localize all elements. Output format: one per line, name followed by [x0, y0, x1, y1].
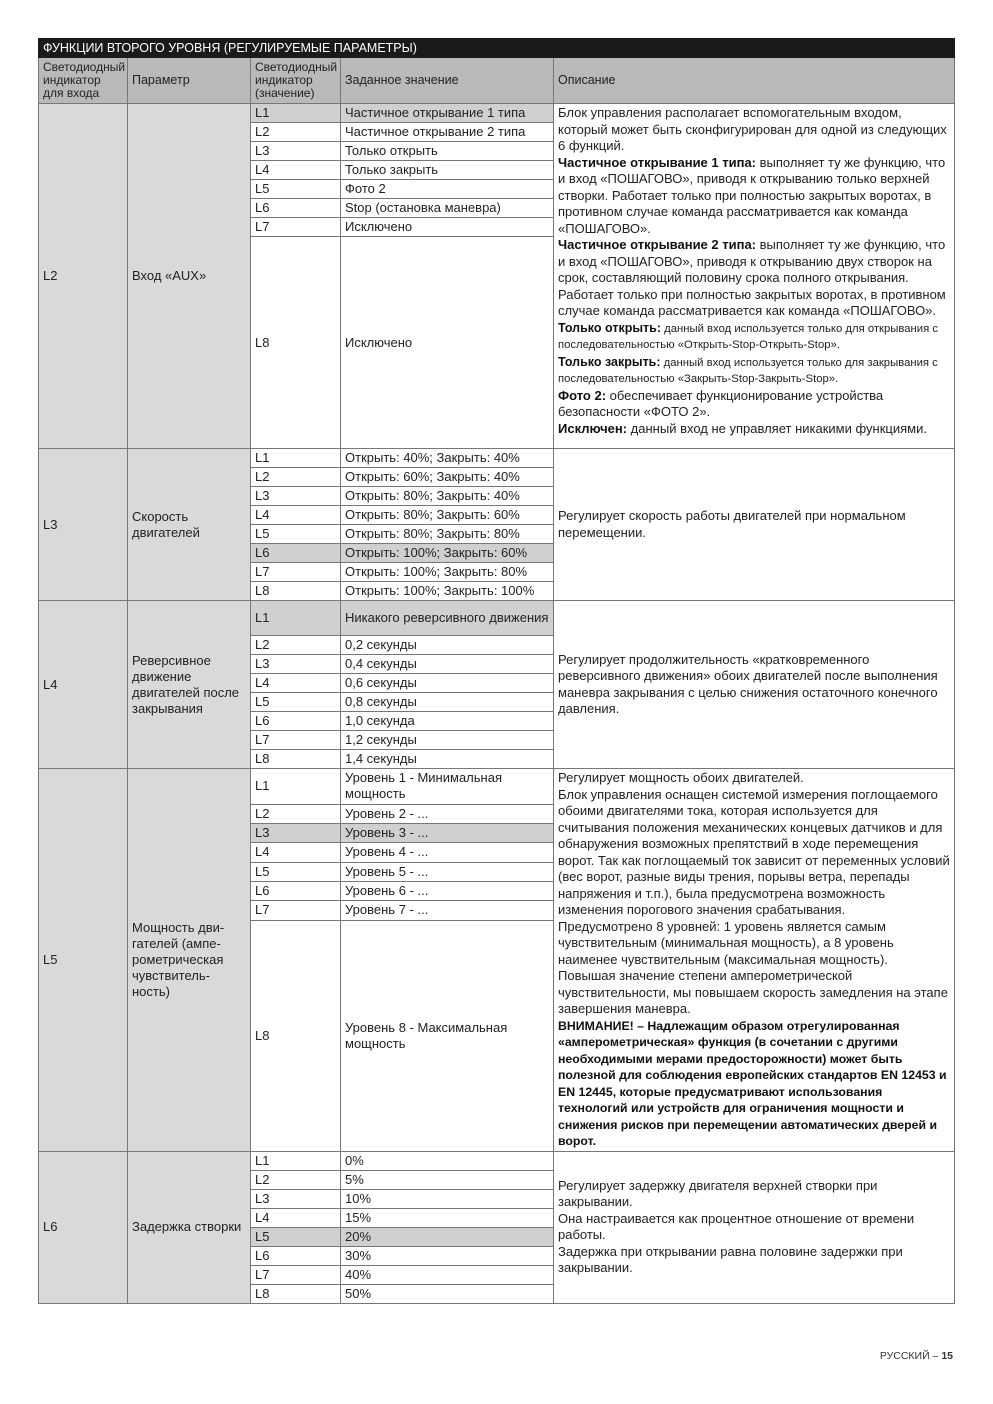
parameters-table: [38, 38, 955, 1304]
description-paragraph: [558, 770, 950, 787]
set-value: Открыть: 80%; Закрыть: 80%: [341, 525, 554, 544]
set-value: 5%: [341, 1170, 554, 1189]
set-value: Частичное открывание 1 типа: [341, 104, 554, 123]
section-parameter: Скорость двигателей: [128, 449, 251, 601]
set-value: Открыть: 40%; Закрыть: 40%: [341, 449, 554, 468]
description-term: Только закрыть:: [558, 354, 661, 369]
value-led: L4: [251, 674, 341, 693]
description-text: Предусмотрено 8 уровней: 1 уровень является самым чувствительным (минимальная мощность), а 8 уровень наименее чувствительным (максимальная мощность).: [558, 918, 894, 967]
description-text: выполняет ту же функцию, что и вход «ПОШАГОВО», приводя к открыванию только верхней створки. Работает только при полностью закрытых воротах, в противном случае команда рассматривается как команда «ПОШАГОВО».: [558, 154, 946, 236]
description-paragraph: [558, 155, 950, 238]
value-led: L1: [251, 601, 341, 636]
description-text: Регулирует продолжительность «кратковременного реверсивного движения» обоих двигателей после выполнения маневра закрывания с целью снижения остаточного конечного давления.: [558, 651, 938, 716]
description-text: обеспечивает функционирование устройства безопасности «ФОТО 2».: [558, 387, 884, 419]
value-led: L5: [251, 180, 341, 199]
value-led: L4: [251, 161, 341, 180]
set-value: 20%: [341, 1227, 554, 1246]
set-value: Только открыть: [341, 142, 554, 161]
section-description: [554, 1151, 955, 1303]
value-led: L8: [251, 582, 341, 601]
description-text: Задержка при открывании равна половине задержки при закрывании.: [558, 1243, 903, 1275]
warning-text: ВНИМАНИЕ! – Надлежащим образом отрегулированная «амперометрическая» функция (в сочетании с другими необходимыми мерами предосторожности) может быть полезной для соблюдения европейских стандартов EN 12453 и EN 12445, которые предусматривают использования технологий или устройств для ограничения мощности и снижения рисков при перемещении автоматических дверей и ворот.: [558, 1018, 947, 1148]
set-value: Уровень 7 - ...: [341, 901, 554, 920]
set-value: 0%: [341, 1151, 554, 1170]
parameters-table-container: [38, 38, 954, 1304]
page-number: 15: [941, 1350, 953, 1362]
page-footer: [880, 1350, 953, 1362]
description-paragraph: [558, 787, 950, 919]
description-term: Частичное открывание 1 типа:: [558, 154, 757, 170]
section-description: [554, 449, 955, 601]
set-value: Открыть: 100%; Закрыть: 60%: [341, 544, 554, 563]
set-value: Уровень 3 - ...: [341, 823, 554, 842]
table-body: [39, 104, 955, 1304]
description-paragraph: [558, 1244, 950, 1277]
set-value: 40%: [341, 1265, 554, 1284]
value-led: L8: [251, 920, 341, 1151]
value-led: L3: [251, 487, 341, 506]
section-led: L2: [39, 104, 128, 449]
set-value: Частичное открывание 2 типа: [341, 123, 554, 142]
section-led: L5: [39, 769, 128, 1152]
description-text: данный вход не управляет никакими функциями.: [627, 420, 927, 436]
section-led: L4: [39, 601, 128, 769]
value-led: L5: [251, 1227, 341, 1246]
table-row: [39, 104, 955, 123]
value-led: L1: [251, 104, 341, 123]
description-paragraph: [558, 652, 950, 718]
description-text: данный вход используется только для открывания с последовательностью «Открыть-Stop-Открыть-Stop».: [558, 322, 939, 351]
value-led: L5: [251, 693, 341, 712]
description-text: Регулирует задержку двигателя верхней створки при закрывании.: [558, 1177, 878, 1209]
description-text: Блок управления оснащен системой измерения поглощаемого обоими двигателями тока, которая используется для считывания положения механических концевых датчиков и для обнаружения возможных препятствий в ходе перемещения ворот. Так как поглощаемый ток зависит от переменных условий (вес ворот, разные виды трения, порывы ветра, перепады напряжения и т.п.), была предусмотрена возможность изменения порогового значения срабатывания.: [558, 786, 950, 917]
set-value: 1,4 секунды: [341, 750, 554, 769]
description-paragraph: [558, 320, 950, 354]
footer-language: РУССКИЙ –: [879, 1350, 942, 1362]
set-value: Открыть: 60%; Закрыть: 40%: [341, 468, 554, 487]
set-value: 30%: [341, 1246, 554, 1265]
set-value: Открыть: 100%; Закрыть: 80%: [341, 563, 554, 582]
header-led-input: Светодиодный индикатор для входа: [39, 58, 128, 104]
description-term: Только открыть:: [558, 320, 661, 335]
set-value: Уровень 5 - ...: [341, 862, 554, 881]
table-title-row: [39, 39, 955, 58]
set-value: Открыть: 100%; Закрыть: 100%: [341, 582, 554, 601]
value-led: L3: [251, 655, 341, 674]
value-led: L6: [251, 1246, 341, 1265]
header-led-value: Светодиодный индикатор (значение): [251, 58, 341, 104]
set-value: Исключено: [341, 237, 554, 449]
value-led: L7: [251, 731, 341, 750]
set-value: Уровень 6 - ...: [341, 881, 554, 900]
value-led: L1: [251, 449, 341, 468]
description-text: Повышая значение степени амперометрической чувствительности, мы повышаем скорость замедления на этапе завершения маневра.: [558, 968, 948, 1016]
description-text: Регулирует скорость работы двигателей при нормальном перемещении.: [558, 508, 906, 540]
value-led: L2: [251, 804, 341, 823]
header-set-value: Заданное значение: [341, 58, 554, 104]
table-row: [39, 1151, 955, 1170]
value-led: L8: [251, 750, 341, 769]
value-led: L7: [251, 901, 341, 920]
description-paragraph: [558, 1018, 950, 1150]
value-led: L6: [251, 881, 341, 900]
value-led: L2: [251, 1170, 341, 1189]
value-led: L3: [251, 1189, 341, 1208]
description-text: Регулирует мощность обоих двигателей.: [558, 770, 804, 785]
description-paragraph: [558, 1178, 950, 1211]
description-term: Частичное открывание 2 типа:: [558, 237, 757, 252]
value-led: L7: [251, 1265, 341, 1284]
value-led: L7: [251, 218, 341, 237]
description-paragraph: [558, 388, 950, 421]
description-paragraph: [558, 105, 950, 155]
description-text: данный вход используется только для закрывания с последовательностью «Закрыть-Stop-Закрыть-Stop».: [558, 356, 938, 385]
set-value: Фото 2: [341, 180, 554, 199]
set-value: 10%: [341, 1189, 554, 1208]
header-description: Описание: [554, 58, 955, 104]
description-text: Она настраивается как процентное отношение от времени работы.: [558, 1210, 915, 1242]
value-led: L6: [251, 712, 341, 731]
value-led: L6: [251, 199, 341, 218]
section-description: [554, 769, 955, 1152]
value-led: L4: [251, 843, 341, 862]
table-header-row: [39, 58, 955, 104]
set-value: 1,0 секунда: [341, 712, 554, 731]
section-parameter: Мощность дви-гателей (ампе-рометрическая чувствитель-ность): [128, 769, 251, 1152]
value-led: L6: [251, 544, 341, 563]
set-value: Уровень 2 - ...: [341, 804, 554, 823]
set-value: 0,4 секунды: [341, 655, 554, 674]
value-led: L2: [251, 636, 341, 655]
set-value: 0,2 секунды: [341, 636, 554, 655]
set-value: Никакого реверсивного движения: [341, 601, 554, 636]
description-paragraph: [558, 421, 950, 438]
value-led: L3: [251, 823, 341, 842]
set-value: 0,8 секунды: [341, 693, 554, 712]
section-led: L6: [39, 1151, 128, 1303]
description-paragraph: [558, 354, 950, 388]
value-led: L2: [251, 468, 341, 487]
value-led: L3: [251, 142, 341, 161]
section-parameter: Задержка створки: [128, 1151, 251, 1303]
section-led: L3: [39, 449, 128, 601]
description-paragraph: [558, 508, 950, 541]
description-paragraph: [558, 919, 950, 969]
set-value: Уровень 8 - Максимальная мощность: [341, 920, 554, 1151]
value-led: L4: [251, 506, 341, 525]
description-term: Фото 2:: [558, 387, 607, 403]
description-paragraph: [558, 1211, 950, 1244]
set-value: Исключено: [341, 218, 554, 237]
value-led: L2: [251, 123, 341, 142]
section-description: [554, 104, 955, 449]
set-value: Уровень 1 - Минимальная мощность: [341, 769, 554, 805]
set-value: Открыть: 80%; Закрыть: 40%: [341, 487, 554, 506]
value-led: L5: [251, 862, 341, 881]
set-value: Открыть: 80%; Закрыть: 60%: [341, 506, 554, 525]
table-row: [39, 769, 955, 805]
set-value: Stop (остановка маневра): [341, 199, 554, 218]
value-led: L1: [251, 1151, 341, 1170]
description-paragraph: [558, 968, 950, 1018]
header-parameter: Параметр: [128, 58, 251, 104]
set-value: Только закрыть: [341, 161, 554, 180]
table-row: [39, 449, 955, 468]
set-value: 50%: [341, 1284, 554, 1303]
set-value: 15%: [341, 1208, 554, 1227]
section-description: [554, 601, 955, 769]
value-led: L8: [251, 237, 341, 449]
value-led: L1: [251, 769, 341, 805]
table-row: [39, 601, 955, 636]
section-parameter: Вход «AUX»: [128, 104, 251, 449]
set-value: Уровень 4 - ...: [341, 843, 554, 862]
set-value: 1,2 секунды: [341, 731, 554, 750]
value-led: L5: [251, 525, 341, 544]
description-term: Исключен:: [558, 420, 628, 436]
section-parameter: Реверсивное движение двигателей после закрывания: [128, 601, 251, 769]
value-led: L4: [251, 1208, 341, 1227]
description-text: выполняет ту же функцию, что и вход «ПОШАГОВО», приводя к открыванию двух створок на срок, составляющий половину срока полного открывания. Работает только при полностью закрытых воротах, в противном случае команда рассматривается как команда «ПОШАГОВО».: [558, 237, 946, 318]
value-led: L7: [251, 563, 341, 582]
set-value: 0,6 секунды: [341, 674, 554, 693]
description-text: Блок управления располагает вспомогательным входом, который может быть сконфигурирован для одной из следующих 6 функций.: [558, 105, 947, 153]
description-paragraph: [558, 237, 950, 320]
value-led: L8: [251, 1284, 341, 1303]
table-title: ФУНКЦИИ ВТОРОГО УРОВНЯ (РЕГУЛИРУЕМЫЕ ПАРАМЕТРЫ): [39, 39, 955, 58]
